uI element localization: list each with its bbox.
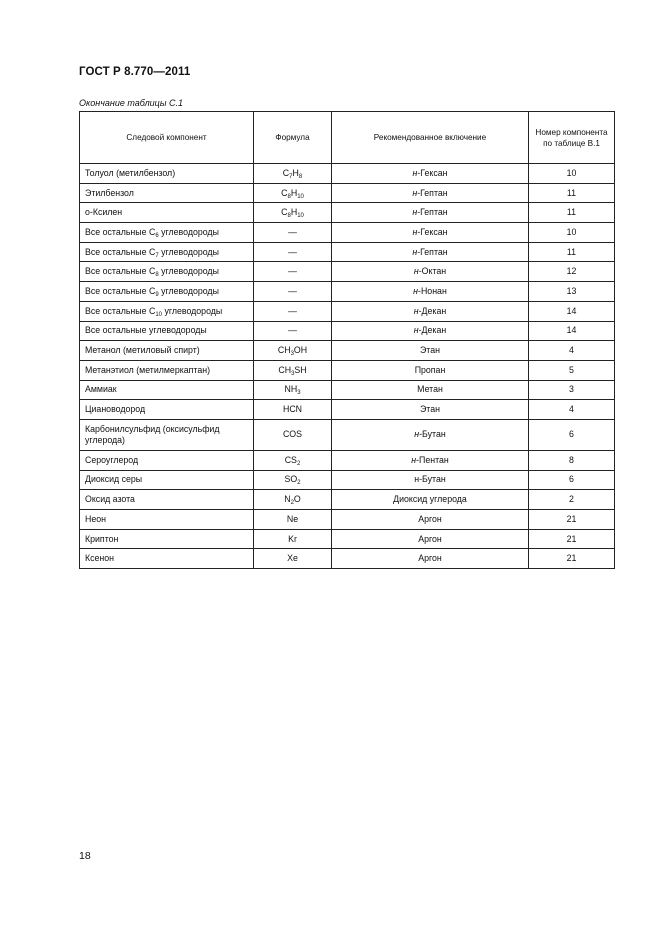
table-row bbox=[80, 282, 615, 302]
cell-formula: — bbox=[254, 282, 332, 302]
table-row bbox=[80, 510, 615, 530]
page-number: 18 bbox=[79, 850, 91, 862]
cell-formula: $C_8H_{10}$ bbox=[254, 183, 332, 203]
cell-component: Этилбензол bbox=[80, 183, 254, 203]
cell-inclusion: н-Гексан bbox=[332, 223, 529, 243]
cell-component: Все остальные $C_6$ углеводороды bbox=[80, 223, 254, 243]
cell-inclusion: Пропан bbox=[332, 360, 529, 380]
cell-formula: $N_2O$ bbox=[254, 490, 332, 510]
table-row bbox=[80, 341, 615, 361]
table-row bbox=[80, 242, 615, 262]
table-row bbox=[80, 490, 615, 510]
cell-inclusion: н-Пентан bbox=[332, 450, 529, 470]
cell-inclusion: Этан bbox=[332, 400, 529, 420]
cell-number: 4 bbox=[529, 341, 615, 361]
cell-formula: $C_7H_8$ bbox=[254, 164, 332, 184]
cell-inclusion: Аргон bbox=[332, 510, 529, 530]
cell-number: 6 bbox=[529, 419, 615, 450]
cell-component: Метанэтиол (метилмеркаптан) bbox=[80, 360, 254, 380]
cell-number: 13 bbox=[529, 282, 615, 302]
table-row bbox=[80, 380, 615, 400]
table-row bbox=[80, 183, 615, 203]
cell-formula: $SO_2$ bbox=[254, 470, 332, 490]
table-header-row bbox=[80, 112, 615, 164]
table-row bbox=[80, 400, 615, 420]
table-row bbox=[80, 549, 615, 569]
cell-inclusion: Аргон bbox=[332, 529, 529, 549]
cell-component: Все остальные $C_7$ углеводороды bbox=[80, 242, 254, 262]
cell-component: Оксид азота bbox=[80, 490, 254, 510]
cell-inclusion: н-Гептан bbox=[332, 183, 529, 203]
cell-number: 14 bbox=[529, 321, 615, 341]
cell-number: 14 bbox=[529, 301, 615, 321]
cell-inclusion: н-Декан bbox=[332, 321, 529, 341]
table-row bbox=[80, 360, 615, 380]
table-row bbox=[80, 419, 615, 450]
cell-inclusion: Диоксид углерода bbox=[332, 490, 529, 510]
cell-number: 2 bbox=[529, 490, 615, 510]
cell-number: 3 bbox=[529, 380, 615, 400]
cell-number: 6 bbox=[529, 470, 615, 490]
cell-formula: $C_8H_{10}$ bbox=[254, 203, 332, 223]
cell-number: 8 bbox=[529, 450, 615, 470]
trace-components-table bbox=[79, 111, 615, 569]
cell-inclusion: Метан bbox=[332, 380, 529, 400]
cell-formula: Xe bbox=[254, 549, 332, 569]
cell-number: 12 bbox=[529, 262, 615, 282]
cell-formula: — bbox=[254, 262, 332, 282]
column-header-number: Номер компонента по таблице В.1 bbox=[529, 112, 615, 164]
cell-formula: COS bbox=[254, 419, 332, 450]
cell-component: Все остальные $C_8$ углеводороды bbox=[80, 262, 254, 282]
table-caption: Окончание таблицы С.1 bbox=[79, 98, 183, 108]
cell-component: Карбонилсульфид (оксисульфид углерода) bbox=[80, 419, 254, 450]
cell-component: Все остальные $C_{10}$ углеводороды bbox=[80, 301, 254, 321]
table-row bbox=[80, 450, 615, 470]
cell-formula: $CS_2$ bbox=[254, 450, 332, 470]
cell-formula: — bbox=[254, 301, 332, 321]
cell-component: Все остальные $C_9$ углеводороды bbox=[80, 282, 254, 302]
table-row bbox=[80, 470, 615, 490]
table-row bbox=[80, 301, 615, 321]
cell-component: Метанол (метиловый спирт) bbox=[80, 341, 254, 361]
table-body bbox=[80, 164, 615, 569]
cell-formula: $NH_3$ bbox=[254, 380, 332, 400]
column-header-inclusion: Рекомендованное включение bbox=[332, 112, 529, 164]
cell-formula: — bbox=[254, 321, 332, 341]
cell-number: 21 bbox=[529, 529, 615, 549]
cell-number: 21 bbox=[529, 549, 615, 569]
column-header-formula: Формула bbox=[254, 112, 332, 164]
cell-component: Диоксид серы bbox=[80, 470, 254, 490]
cell-inclusion: н-Бутан bbox=[332, 470, 529, 490]
cell-component: Криптон bbox=[80, 529, 254, 549]
cell-formula: — bbox=[254, 242, 332, 262]
cell-number: 11 bbox=[529, 242, 615, 262]
table-row bbox=[80, 203, 615, 223]
cell-number: 4 bbox=[529, 400, 615, 420]
cell-inclusion: н-Гептан bbox=[332, 242, 529, 262]
cell-number: 10 bbox=[529, 164, 615, 184]
cell-number: 5 bbox=[529, 360, 615, 380]
cell-component: о-Ксилен bbox=[80, 203, 254, 223]
cell-component: Все остальные углеводороды bbox=[80, 321, 254, 341]
cell-inclusion: н-Декан bbox=[332, 301, 529, 321]
cell-number: 11 bbox=[529, 183, 615, 203]
cell-component: Толуол (метилбензол) bbox=[80, 164, 254, 184]
column-header-component: Следовой компонент bbox=[80, 112, 254, 164]
cell-component: Ксенон bbox=[80, 549, 254, 569]
document-title: ГОСТ Р 8.770—2011 bbox=[79, 66, 191, 78]
cell-number: 10 bbox=[529, 223, 615, 243]
cell-formula: Ne bbox=[254, 510, 332, 530]
cell-formula: HCN bbox=[254, 400, 332, 420]
table-row bbox=[80, 223, 615, 243]
cell-inclusion: н-Октан bbox=[332, 262, 529, 282]
table-row bbox=[80, 262, 615, 282]
table-row bbox=[80, 529, 615, 549]
cell-formula: Kr bbox=[254, 529, 332, 549]
cell-inclusion: н-Гептан bbox=[332, 203, 529, 223]
cell-inclusion: н-Нонан bbox=[332, 282, 529, 302]
cell-component: Неон bbox=[80, 510, 254, 530]
cell-number: 11 bbox=[529, 203, 615, 223]
cell-number: 21 bbox=[529, 510, 615, 530]
cell-component: Циановодород bbox=[80, 400, 254, 420]
cell-formula: $CH_3OH$ bbox=[254, 341, 332, 361]
cell-inclusion: Этан bbox=[332, 341, 529, 361]
cell-formula: — bbox=[254, 223, 332, 243]
cell-component: Аммиак bbox=[80, 380, 254, 400]
table-row bbox=[80, 164, 615, 184]
cell-inclusion: Аргон bbox=[332, 549, 529, 569]
cell-inclusion: н-Бутан bbox=[332, 419, 529, 450]
cell-inclusion: н-Гексан bbox=[332, 164, 529, 184]
cell-formula: $CH_3SH$ bbox=[254, 360, 332, 380]
cell-component: Сероуглерод bbox=[80, 450, 254, 470]
table-row bbox=[80, 321, 615, 341]
